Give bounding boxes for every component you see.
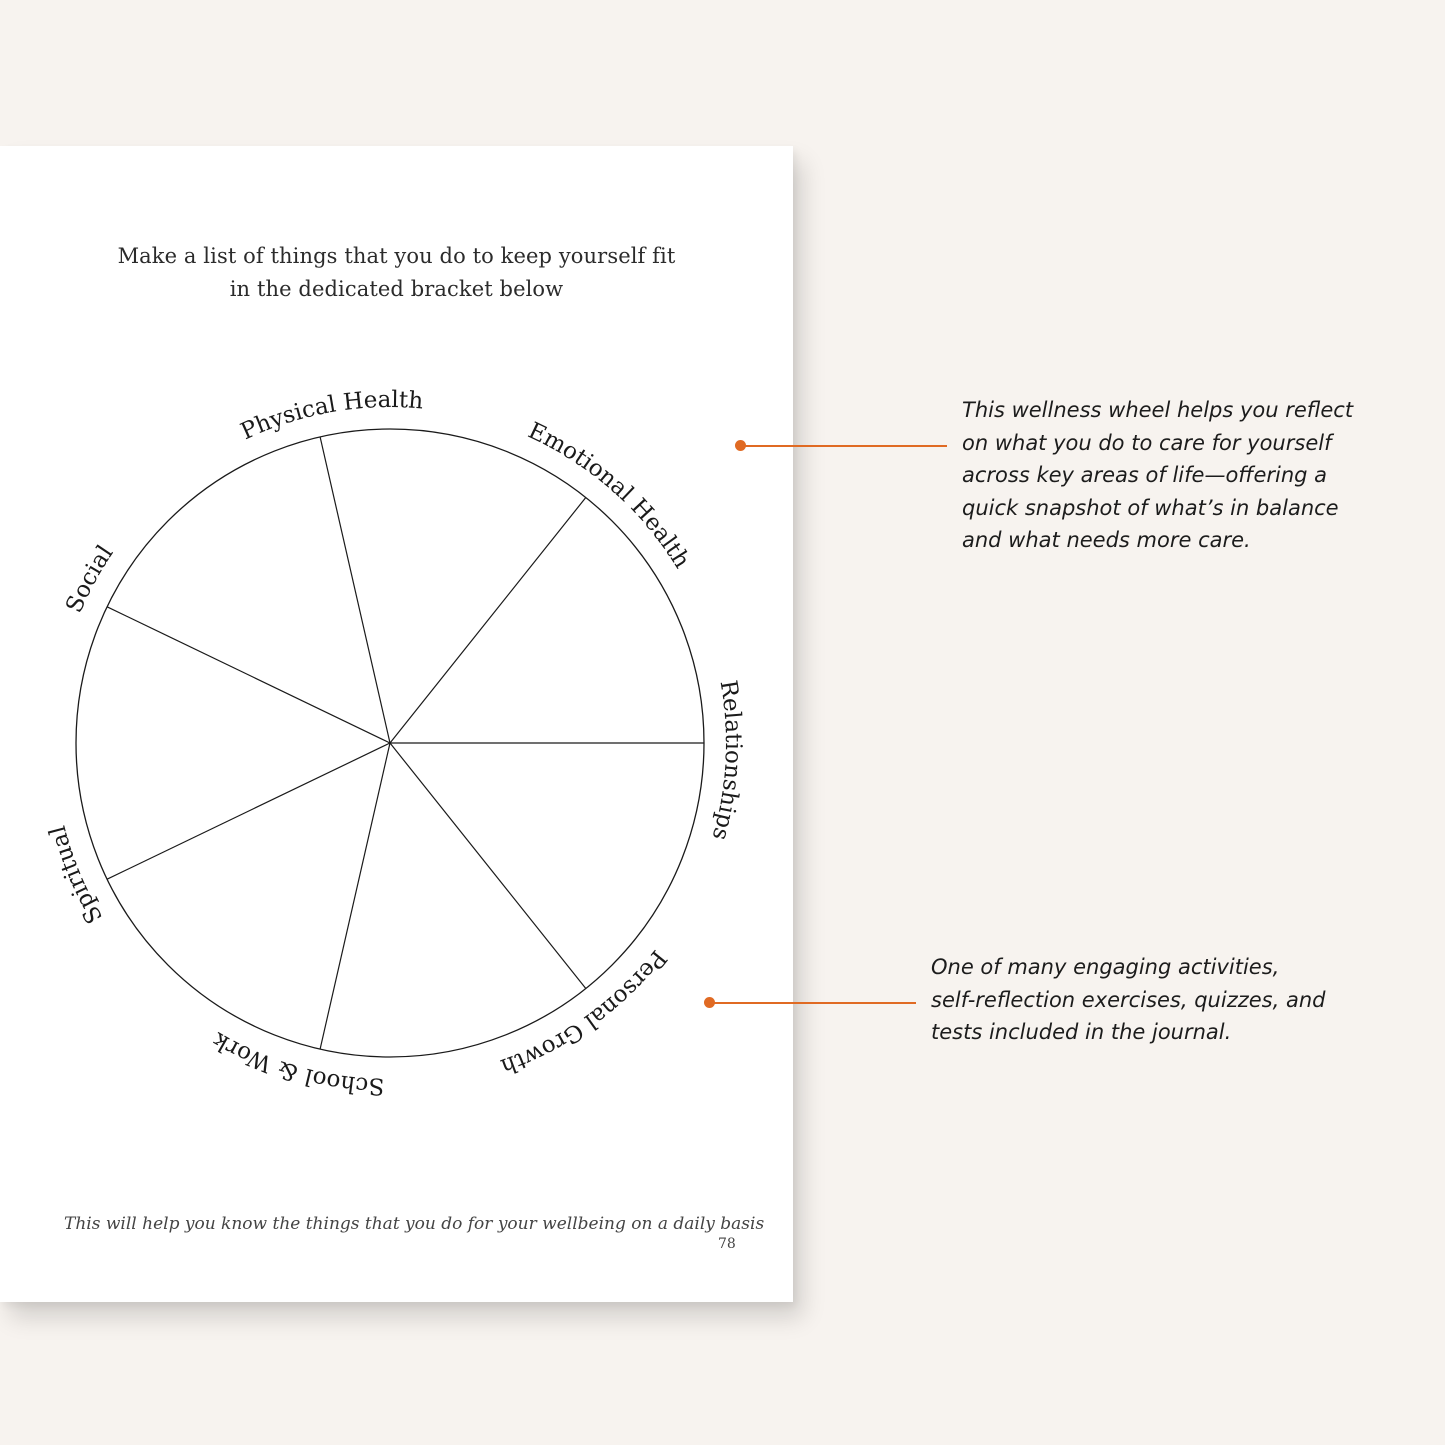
wellness-wheel [0,146,793,1302]
wheel-label-relationships: Relationships [706,678,747,844]
annotation-line: across key areas of life—offering a [962,463,1328,487]
annotation-line: self-reflection exercises, quizzes, and [931,987,1326,1012]
wheel-spoke [390,743,586,989]
wheel-spokes [107,437,704,1049]
annotation-activities [931,951,1325,1049]
wheel-label-spiritual: Spiritual [44,823,109,928]
wheel-label-physical-health: Physical Health [236,386,425,446]
wheel-label-social: Social [61,540,119,617]
page-number: 78 [718,1236,736,1252]
annotation-line: tests included in the journal. [931,1020,1232,1044]
annotation-wellness-wheel [962,394,1353,557]
annotation-line: One of many engaging activities, [931,955,1280,979]
annotation-line: quick snapshot of what’s in balance [962,495,1339,520]
wheel-spoke [320,437,390,743]
callout-line [740,445,947,447]
journal-page [0,146,793,1302]
annotation-line: on what you do to care for yourself [962,430,1332,455]
wheel-label-emotional-health: Emotional Health [524,417,695,573]
annotation-line: This wellness wheel helps you reflect [962,398,1354,422]
footer-note: This will help you know the things that you do for your wellbeing on a daily basis [64,1214,765,1234]
wheel-spoke [320,743,390,1049]
instruction-line-2: in the dedicated bracket below [229,277,564,301]
callout-line [709,1002,916,1004]
wheel-label-personal-growth: Personal Growth [497,944,672,1080]
wheel-spoke [390,498,586,744]
annotation-line: and what needs more care. [962,528,1251,552]
instruction-line-1: Make a list of things that you do to keep yourself fit [117,244,676,268]
wheel-spoke [107,743,390,879]
wheel-label-school-work: School & Work [208,1026,385,1100]
wheel-spoke [107,607,390,743]
